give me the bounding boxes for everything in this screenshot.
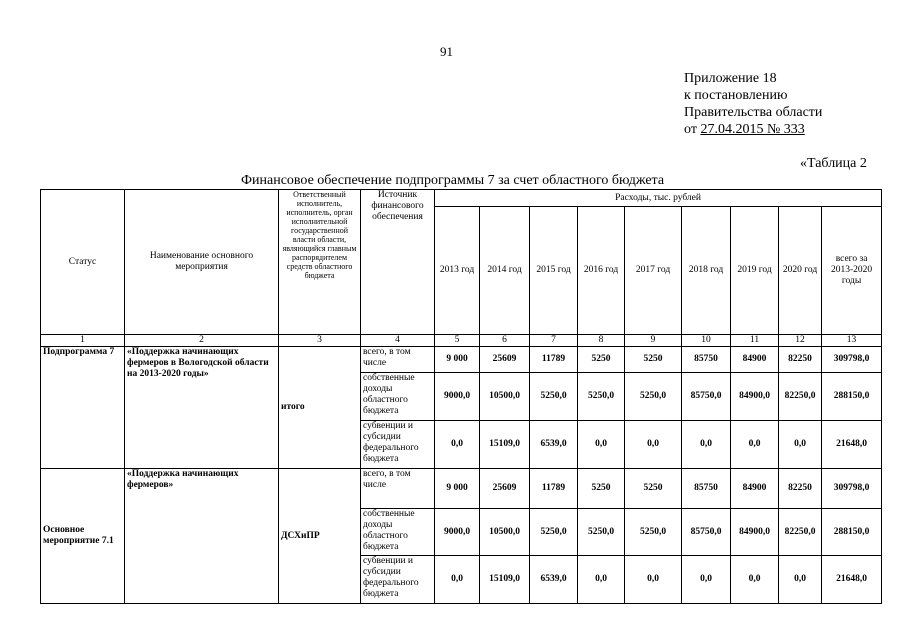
column-number: 10 [682,335,731,347]
value-cell: 5250,0 [625,509,682,556]
header-year: 2019 год [731,207,779,335]
row-name: «Поддержка начинающих фермеров в Вологодской области на 2013-2020 годы» [125,347,279,469]
column-number: 3 [279,335,361,347]
row-status: Основное мероприятие 7.1 [41,469,125,604]
column-number: 11 [731,335,779,347]
row-source: всего, в том числе [361,347,435,373]
value-cell: 0,0 [435,556,480,604]
value-cell: 84900,0 [731,509,779,556]
header-year: 2017 год [625,207,682,335]
column-number: 4 [361,335,435,347]
header-year: 2013 год [435,207,480,335]
column-number: 6 [480,335,530,347]
value-cell: 0,0 [435,421,480,469]
value-cell: 82250 [779,347,822,373]
column-number: 13 [822,335,882,347]
value-cell: 85750 [682,347,731,373]
value-cell: 82250 [779,469,822,509]
value-cell: 288150,0 [822,509,882,556]
value-cell: 84900,0 [731,373,779,421]
value-cell: 5250 [625,347,682,373]
row-executor: итого [279,347,361,469]
value-cell: 85750 [682,469,731,509]
column-number: 12 [779,335,822,347]
column-number: 1 [41,335,125,347]
value-cell: 84900 [731,347,779,373]
value-cell: 288150,0 [822,373,882,421]
page-number: 91 [440,44,453,59]
value-cell: 82250,0 [779,509,822,556]
value-cell: 0,0 [625,421,682,469]
value-cell: 6539,0 [530,421,578,469]
value-cell: 0,0 [578,421,625,469]
value-cell: 15109,0 [480,556,530,604]
table-label: «Таблица 2 [800,156,867,171]
value-cell: 10500,0 [480,373,530,421]
header-year: 2014 год [480,207,530,335]
value-cell: 9000,0 [435,373,480,421]
value-cell: 9 000 [435,469,480,509]
value-cell: 21648,0 [822,421,882,469]
header-year: 2018 год [682,207,731,335]
value-cell: 5250,0 [625,373,682,421]
value-cell: 0,0 [731,556,779,604]
table-title: Финансовое обеспечение подпрограммы 7 за счет областного бюджета [240,173,665,188]
value-cell: 21648,0 [822,556,882,604]
value-cell: 0,0 [625,556,682,604]
appendix-date [684,121,822,138]
column-number: 9 [625,335,682,347]
column-number: 7 [530,335,578,347]
appendix-date-prefix: от [684,122,697,137]
row-source: всего, в том числе [361,469,435,509]
value-cell: 10500,0 [480,509,530,556]
financing-table [40,189,882,604]
appendix-block [684,70,822,138]
header-source: Источник финансового обеспечения [361,190,435,335]
header-name: Наименование основного мероприятия [125,190,279,335]
value-cell: 15109,0 [480,421,530,469]
value-cell: 6539,0 [530,556,578,604]
column-number: 8 [578,335,625,347]
row-executor: ДСХиПР [279,469,361,604]
value-cell: 0,0 [682,556,731,604]
row-source: собственные доходы областного бюджета [361,509,435,556]
value-cell: 0,0 [779,556,822,604]
header-expenses: Расходы, тыс. рублей [435,190,882,207]
table-row [41,347,882,373]
value-cell: 309798,0 [822,469,882,509]
value-cell: 25609 [480,469,530,509]
value-cell: 9 000 [435,347,480,373]
value-cell: 85750,0 [682,373,731,421]
row-source: субвенции и субсидии федерального бюджета [361,556,435,604]
appendix-line-2: к постановлению [684,88,788,103]
value-cell: 5250,0 [530,373,578,421]
header-year: 2020 год [779,207,822,335]
header-year-total: всего за 2013-2020 годы [822,207,882,335]
value-cell: 11789 [530,469,578,509]
value-cell: 309798,0 [822,347,882,373]
row-source: собственные доходы областного бюджета [361,373,435,421]
value-cell: 5250,0 [530,509,578,556]
value-cell: 82250,0 [779,373,822,421]
header-status: Статус [41,190,125,335]
row-source: субвенции и субсидии федерального бюджета [361,421,435,469]
value-cell: 0,0 [779,421,822,469]
appendix-line-3: Правительства области [684,105,823,120]
column-number: 2 [125,335,279,347]
column-number: 5 [435,335,480,347]
appendix-date-value: 27.04.2015 № 333 [700,122,805,137]
value-cell: 5250 [625,469,682,509]
row-status: Подпрограмма 7 [41,347,125,469]
header-year: 2015 год [530,207,578,335]
column-number-row [41,335,882,347]
table-row [41,469,882,509]
value-cell: 84900 [731,469,779,509]
header-year: 2016 год [578,207,625,335]
header-executor: Ответственный исполнитель, исполнитель, орган исполнительной государственной власти области, являющийся главным распорядителем средств областного бюджета [279,190,361,335]
appendix-line-1: Приложение 18 [684,71,777,86]
row-name: «Поддержка начинающих фермеров» [125,469,279,604]
value-cell: 0,0 [682,421,731,469]
value-cell: 5250,0 [578,373,625,421]
value-cell: 5250 [578,469,625,509]
value-cell: 11789 [530,347,578,373]
value-cell: 0,0 [578,556,625,604]
value-cell: 25609 [480,347,530,373]
value-cell: 5250,0 [578,509,625,556]
value-cell: 9000,0 [435,509,480,556]
value-cell: 0,0 [731,421,779,469]
value-cell: 5250 [578,347,625,373]
value-cell: 85750,0 [682,509,731,556]
